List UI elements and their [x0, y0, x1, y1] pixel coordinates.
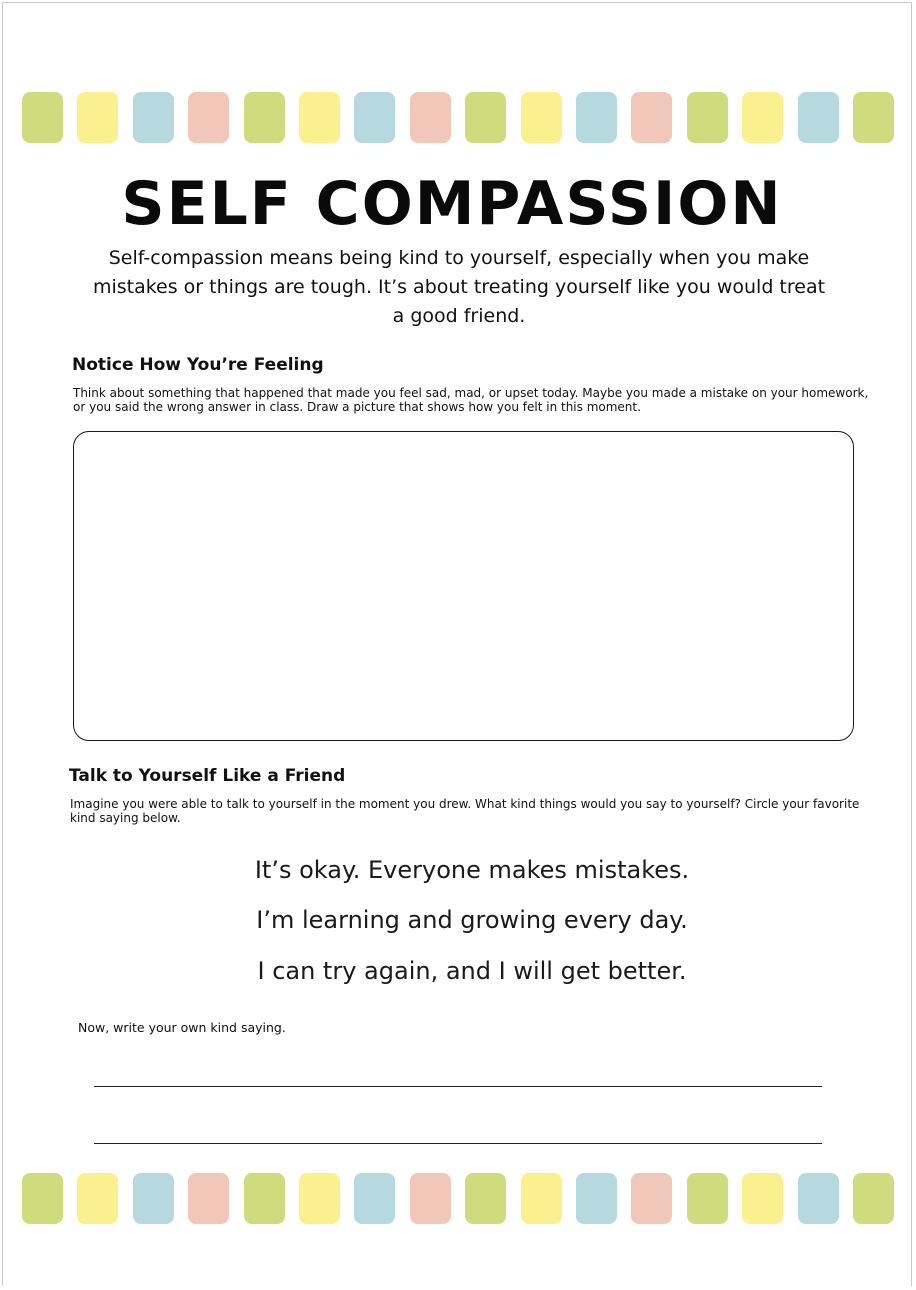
color-swatch — [22, 1173, 63, 1224]
color-swatch — [853, 92, 894, 143]
writing-line-2[interactable] — [94, 1143, 822, 1144]
worksheet-title: SELF COMPASSION — [121, 169, 783, 239]
color-swatch — [244, 1173, 285, 1224]
color-swatch — [853, 1173, 894, 1224]
color-swatch — [77, 1173, 118, 1224]
top-color-border — [22, 92, 896, 144]
color-swatch — [465, 1173, 506, 1224]
color-swatch — [742, 92, 783, 143]
color-swatch — [521, 1173, 562, 1224]
color-swatch — [133, 1173, 174, 1224]
color-swatch — [631, 1173, 672, 1224]
kind-saying-3[interactable]: I can try again, and I will get better. — [257, 957, 687, 985]
color-swatch — [299, 92, 340, 143]
color-swatch — [631, 92, 672, 143]
color-swatch — [687, 1173, 728, 1224]
color-swatch — [77, 92, 118, 143]
color-swatch — [188, 1173, 229, 1224]
color-swatch — [354, 1173, 395, 1224]
kind-saying-2[interactable]: I’m learning and growing every day. — [256, 906, 688, 934]
write-prompt: Now, write your own kind saying. — [78, 1020, 286, 1035]
color-swatch — [465, 92, 506, 143]
talk-instructions: Imagine you were able to talk to yourself in the moment you drew. What kind things would you say to yourself? Circle your favorite kind saying below. — [70, 797, 860, 825]
color-swatch — [798, 1173, 839, 1224]
color-swatch — [354, 92, 395, 143]
drawing-box[interactable] — [73, 431, 854, 741]
intro-paragraph: Self-compassion means being kind to yourself, especially when you make mistakes or things are tough. It’s about treating yourself like you would treat a good friend. — [92, 247, 826, 327]
color-swatch — [299, 1173, 340, 1224]
kind-saying-1[interactable]: It’s okay. Everyone makes mistakes. — [254, 856, 690, 884]
writing-line-1[interactable] — [94, 1086, 822, 1087]
talk-heading: Talk to Yourself Like a Friend — [69, 766, 346, 786]
notice-instructions: Think about something that happened that made you feel sad, mad, or upset today. Maybe you made a mistake on your homework, or you said the wrong answer in class. Draw a picture that shows how you felt in this moment. — [73, 386, 869, 414]
color-swatch — [798, 92, 839, 143]
color-swatch — [521, 92, 562, 143]
color-swatch — [22, 92, 63, 143]
color-swatch — [133, 92, 174, 143]
color-swatch — [576, 92, 617, 143]
color-swatch — [410, 92, 451, 143]
color-swatch — [687, 92, 728, 143]
color-swatch — [188, 92, 229, 143]
color-swatch — [576, 1173, 617, 1224]
notice-heading: Notice How You’re Feeling — [72, 355, 324, 375]
color-swatch — [244, 92, 285, 143]
bottom-color-border — [22, 1173, 896, 1225]
color-swatch — [410, 1173, 451, 1224]
color-swatch — [742, 1173, 783, 1224]
